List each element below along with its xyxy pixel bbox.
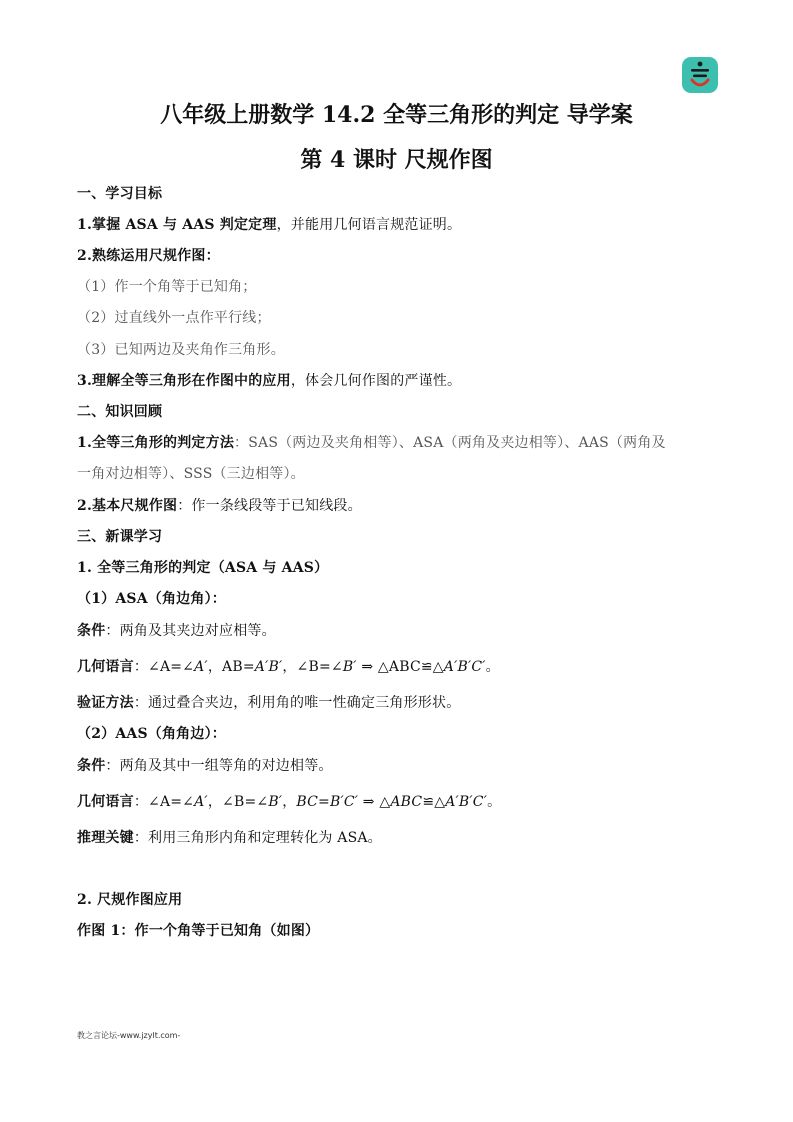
goal-item-1: 1.掌握 ASA 与 AAS 判定定理，并能用几何语言规范证明。 [77, 217, 462, 233]
lesson-part-2-title: 2. 尺规作图应用 [77, 892, 183, 908]
section-heading-goals: 一、学习目标 [77, 186, 163, 202]
goal-subitem-2: （2）过直线外一点作平行线； [77, 310, 271, 326]
site-logo-icon [682, 57, 718, 93]
review-item-1: 1.全等三角形的判定方法：SAS（两边及夹角相等）、ASA（两角及夹边相等）、AAS（两角及 [77, 435, 666, 451]
aas-title: （2）AAS（角角边）： [77, 726, 226, 742]
aas-geometric-language: 几何语言：∠A=∠A′，∠B=∠B′，BC=B′C′ ⇒ △ABC≌△A′B′C′。 [77, 794, 502, 810]
asa-title: （1）ASA（角边角）： [77, 591, 226, 607]
footer-source: 教之言论坛-www.jzylt.com- [77, 1031, 181, 1040]
asa-condition: 条件：两角及其夹边对应相等。 [77, 623, 276, 639]
review-item-1-continued: 一角对边相等）、SSS（三边相等）。 [77, 466, 305, 482]
aas-condition: 条件：两角及其中一组等角的对边相等。 [77, 758, 333, 774]
goal-item-3: 3.理解全等三角形在作图中的应用，体会几何作图的严谨性。 [77, 373, 462, 389]
section-heading-review: 二、知识回顾 [77, 404, 163, 420]
goal-subitem-1: （1）作一个角等于已知角； [77, 279, 257, 295]
lesson-part-1-title: 1. 全等三角形的判定（ASA 与 AAS） [77, 560, 329, 576]
section-heading-new-lesson: 三、新课学习 [77, 529, 163, 545]
goal-subitem-3: （3）已知两边及夹角作三角形。 [77, 342, 285, 358]
asa-verification: 验证方法：通过叠合夹边，利用角的唯一性确定三角形形状。 [77, 695, 461, 711]
asa-geometric-language: 几何语言：∠A=∠A′，AB=A′B′，∠B=∠B′ ⇒ △ABC≌△A′B′C′。 [77, 659, 500, 675]
construction-task-1: 作图 1：作一个角等于已知角（如图） [77, 923, 320, 939]
page-subtitle: 第 4 课时 尺规作图 [300, 147, 493, 173]
review-item-2: 2.基本尺规作图：作一条线段等于已知线段。 [77, 498, 362, 514]
aas-reasoning-key: 推理关键：利用三角形内角和定理转化为 ASA。 [77, 830, 382, 846]
page-title: 八年级上册数学 14.2 全等三角形的判定 导学案 [160, 102, 633, 128]
goal-item-2: 2.熟练运用尺规作图： [77, 248, 220, 264]
